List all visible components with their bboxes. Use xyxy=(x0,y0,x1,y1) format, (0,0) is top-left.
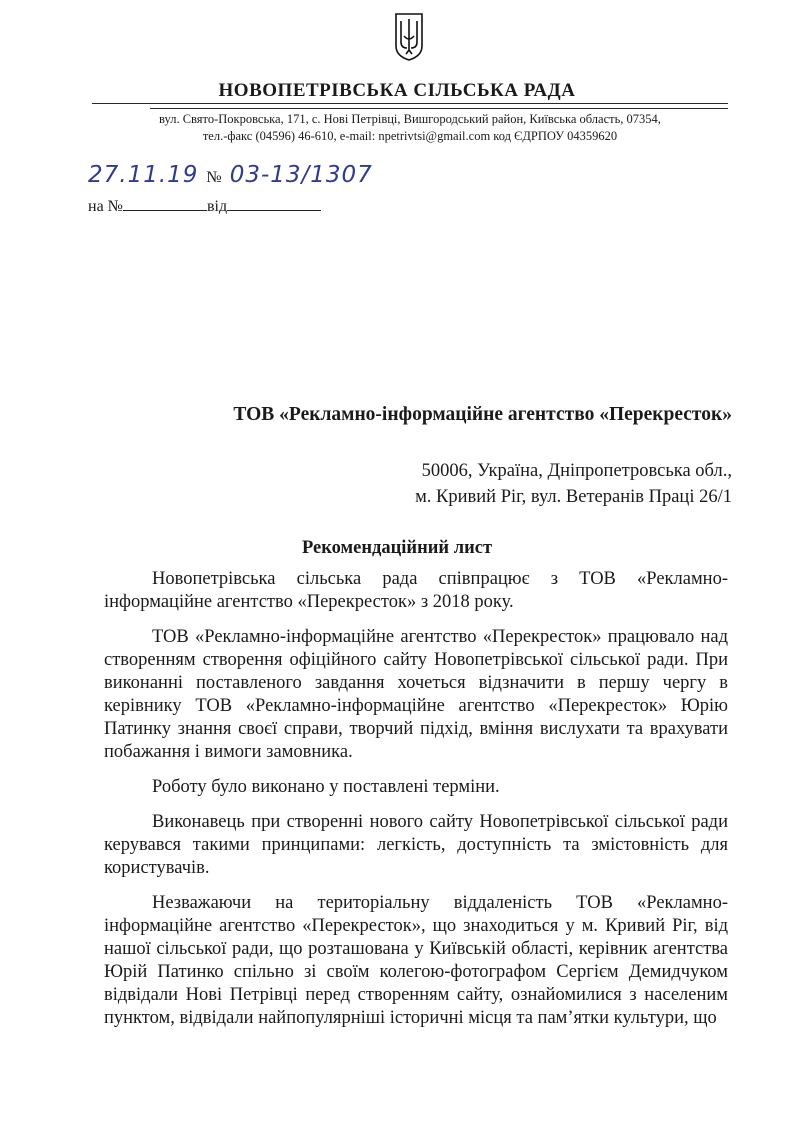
org-contacts: тел.-факс (04596) 46-610, e-mail: npetrivtsi@gmail.com код ЄДРПОУ 04359620 xyxy=(202,129,618,143)
reply-reference xyxy=(88,196,321,216)
org-title: НОВОПЕТРІВСЬКА СІЛЬСЬКА РАДА xyxy=(218,80,576,101)
recipient-address-line1: 50006, Україна, Дніпропетровська обл., xyxy=(421,461,732,481)
recipient-name: ТОВ «Рекламно-інформаційне агентство «Перекресток» xyxy=(233,404,732,425)
recipient-address-line2: м. Кривий Ріг, вул. Ветеранів Праці 26/1 xyxy=(415,487,732,507)
header-divider xyxy=(92,103,728,104)
outgoing-number: 03-13/1307 xyxy=(229,162,373,188)
recipient-address xyxy=(415,458,732,510)
reply-number-blank xyxy=(123,196,207,211)
reply-date-label: від xyxy=(206,198,228,215)
body-paragraph: Виконавець при створенні нового сайту Новопетрівської сільської ради керувався такими принципами: легкість, доступність та змістовність для користувачів. xyxy=(104,812,728,878)
letter-body xyxy=(104,568,728,1042)
body-paragraph: Роботу було виконано у поставлені терміни. xyxy=(152,777,500,797)
letter-heading: Рекомендаційний лист xyxy=(301,538,493,558)
number-label: № xyxy=(206,169,222,186)
reply-date-blank xyxy=(227,196,321,211)
outgoing-reference xyxy=(88,162,373,188)
body-paragraph: Незважаючи на територіальну віддаленість ТОВ «Рекламно-інформаційне агентство «Перекресток», що знаходиться у м. Кривий Ріг, від нашої сільської ради, що розташована у Київській області, керівник агентства Юрій Патинко спільно зі своїм колегою-фотографом Сергієм Демидчуком відвідали Нові Петрівці перед створенням сайту, ознайомилися з населеним пунктом, відвідали найпопулярніші історичні місця та пам’ятки культури, що xyxy=(104,893,728,1028)
body-paragraph: Новопетрівська сільська рада співпрацює з ТОВ «Рекламно-інформаційне агентство «Перекресток» з 2018 року. xyxy=(104,569,728,612)
reply-number-label: на № xyxy=(88,198,123,215)
org-address: вул. Свято-Покровська, 171, с. Нові Петрівці, Вишгородський район, Київська область, 07354, xyxy=(159,112,661,126)
header-divider-secondary xyxy=(150,108,728,109)
body-paragraph: ТОВ «Рекламно-інформаційне агентство «Перекресток» працювало над створенням створення офіційного сайту Новопетрівської сільської ради. При виконанні поставленого завдання хочеться відзначити в першу чергу в керівнику ТОВ «Рекламно-інформаційне агентство «Перекресток» Юрію Патинку знання своєї справи, творчий підхід, вміння вислухати та врахувати побажання і вимоги замовника. xyxy=(104,627,728,762)
coat-of-arms-icon xyxy=(393,12,425,62)
outgoing-date: 27.11.19 xyxy=(88,162,199,188)
